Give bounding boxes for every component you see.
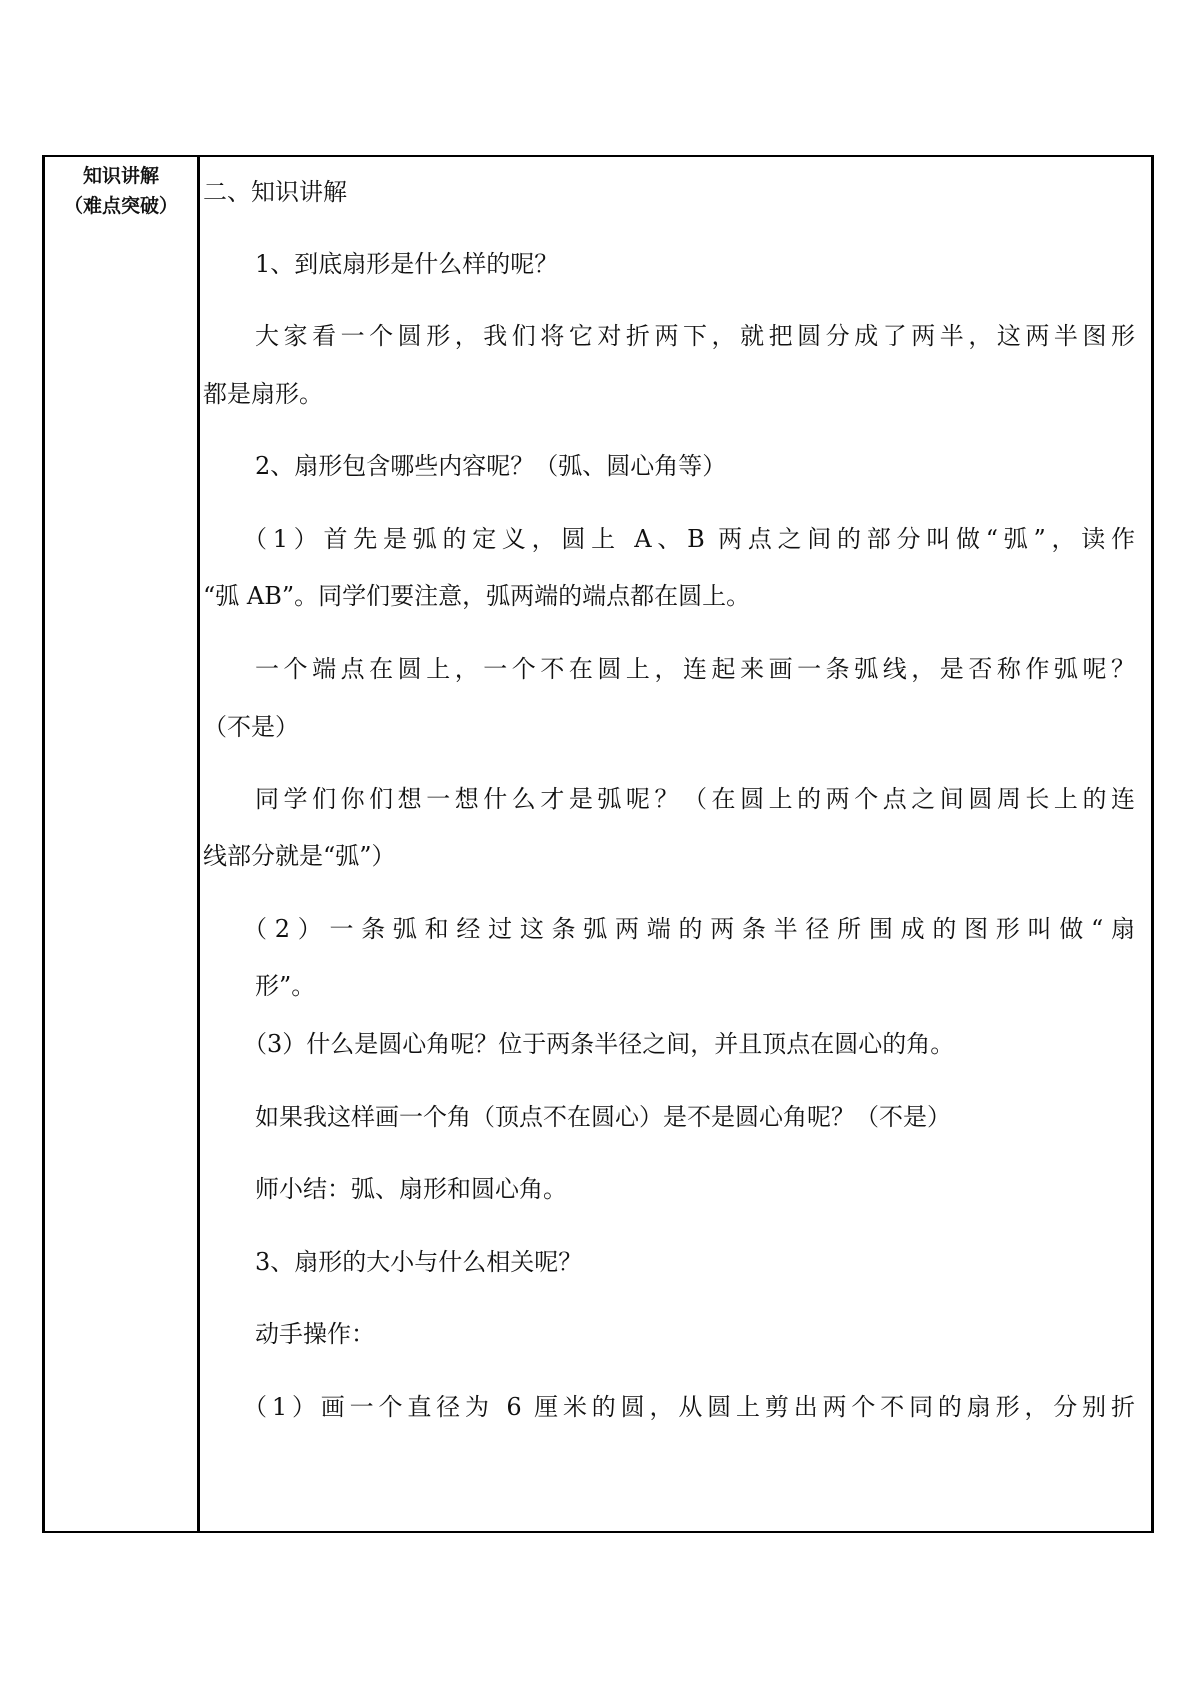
hands-on-heading: 动手操作：	[255, 1320, 375, 1348]
section-label-line2: （难点突破）	[63, 195, 178, 217]
paragraph-circle-fold-line2: 都是扇形。	[203, 380, 323, 408]
sector-definition-line1: （2）一条弧和经过这条弧两端的两条半径所围成的图形叫做“扇	[243, 915, 1135, 943]
section-label	[45, 161, 197, 221]
what-is-arc-line2: 线部分就是“弧”）	[203, 842, 396, 870]
what-is-arc-line1: 同学们你们想一想什么才是弧呢？（在圆上的两个点之间圆周长上的连	[255, 785, 1135, 813]
lesson-table	[42, 155, 1154, 1533]
central-angle-definition: （3）什么是圆心角呢？位于两条半径之间，并且顶点在圆心的角。	[243, 1030, 955, 1058]
teacher-summary: 师小结：弧、扇形和圆心角。	[255, 1175, 567, 1203]
arc-question-line1: 一个端点在圆上，一个不在圆上，连起来画一条弧线，是否称作弧呢？	[255, 655, 1135, 683]
hands-on-step-1: （1）画一个直径为 6 厘米的圆，从圆上剪出两个不同的扇形，分别折	[243, 1393, 1135, 1421]
section-heading: 二、知识讲解	[203, 178, 347, 206]
question-2: 2、扇形包含哪些内容呢？（弧、圆心角等）	[255, 452, 727, 480]
paragraph-circle-fold-line1: 大家看一个圆形，我们将它对折两下，就把圆分成了两半，这两半图形	[255, 322, 1135, 350]
lesson-content-cell	[203, 157, 1151, 1531]
section-label-line1: 知识讲解	[82, 165, 159, 187]
arc-question-line2: （不是）	[203, 713, 299, 741]
sector-definition-line2: 形”。	[255, 972, 316, 1000]
arc-definition-line2: “弧 AB”。同学们要注意，弧两端的端点都在圆上。	[203, 582, 751, 610]
section-label-cell	[45, 157, 200, 1531]
arc-definition-line1: （1）首先是弧的定义，圆上 A、B 两点之间的部分叫做“弧”，读作	[243, 525, 1135, 553]
question-1: 1、到底扇形是什么样的呢？	[255, 250, 559, 278]
central-angle-question: 如果我这样画一个角（顶点不在圆心）是不是圆心角呢？（不是）	[255, 1103, 951, 1131]
question-3: 3、扇形的大小与什么相关呢？	[255, 1248, 583, 1276]
